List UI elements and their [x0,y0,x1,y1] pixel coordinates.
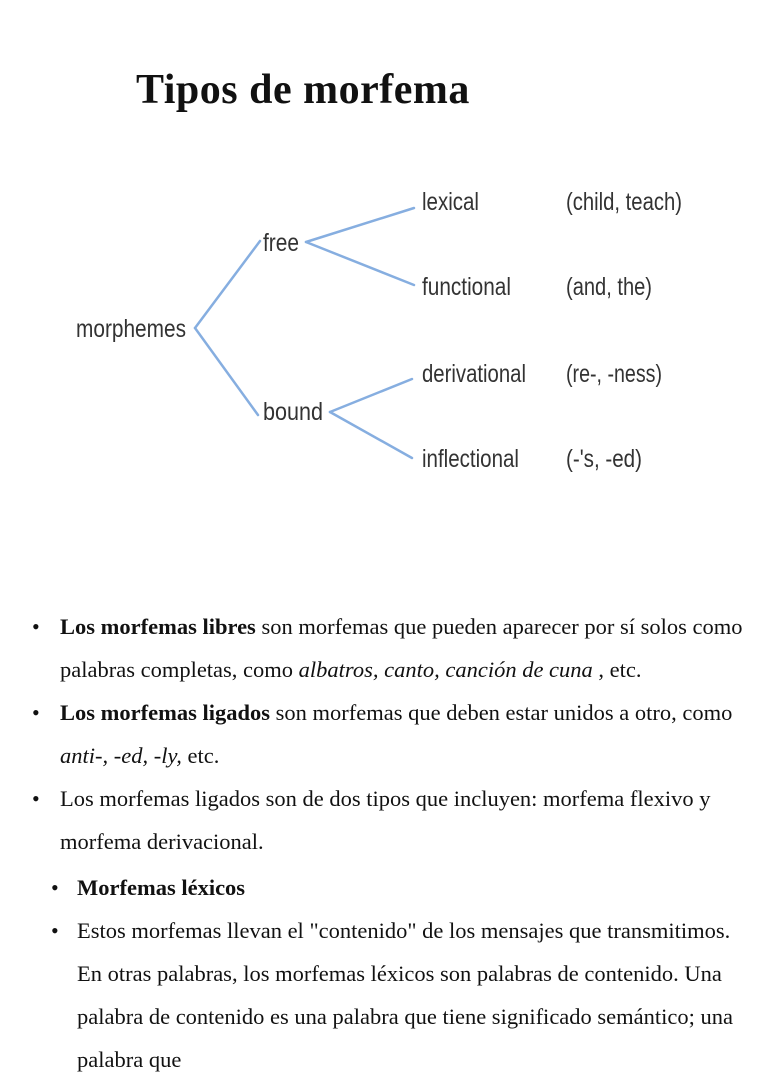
branch-root-bound [195,328,258,415]
sub-bullet-lexical-morphemes [77,866,752,909]
node-bound: bound [263,398,323,426]
page-title: Tipos de morfema [136,67,470,113]
node-derivational: derivational [422,360,526,388]
bullet-text: Los morfemas ligados son de dos tipos que incluyen: morfema flexivo y morfema derivacional. [60,786,711,854]
branch-free-functional [306,242,414,285]
bullet-item-free-morphemes [60,605,750,691]
branch-root-free [195,241,260,328]
bullet-item-bound-morphemes [60,691,750,777]
bullet-item-bound-types [60,777,750,863]
bullet-bold: Los morfemas ligados [60,700,270,725]
bullet-italic: albatros, canto, canción de cuna [298,657,593,682]
example-inflectional: (-'s, -ed) [566,445,642,473]
branch-bound-derivational [330,379,412,412]
node-functional: functional [422,273,511,301]
example-derivational: (re-, -ness) [566,360,662,388]
sub-bullet-lexical-description [77,909,752,1081]
bullet-italic: anti-, -ed, -ly, [60,743,182,768]
sub-bullet-text: Estos morfemas llevan el "contenido" de los mensajes que transmitimos. En otras palabras, los morfemas léxicos son palabras de contenido. Una palabra de contenido es una palabra que tiene significado semántico; una palabra que [77,918,733,1072]
morpheme-tree-diagram [0,160,768,490]
example-lexical: (child, teach) [566,188,682,216]
sub-bullet-list [77,866,752,1081]
branch-free-lexical [306,208,414,242]
bullet-text-end: etc. [181,743,220,768]
node-lexical: lexical [422,188,479,216]
sub-bullet-bold: Morfemas léxicos [77,875,246,900]
bullet-text: son morfemas que pueden aparecer por sí solos como palabras completas, como [60,614,743,682]
example-functional: (and, the) [566,273,652,301]
branch-bound-inflectional [330,412,412,458]
node-free: free [263,229,299,257]
node-morphemes: morphemes [76,315,186,343]
bullet-bold: Los morfemas libres [60,614,256,639]
bullet-text-end: , etc. [592,657,642,682]
bullet-text: son morfemas que deben estar unidos a otro, como [270,700,733,725]
bullet-list [60,605,750,863]
node-inflectional: inflectional [422,445,519,473]
